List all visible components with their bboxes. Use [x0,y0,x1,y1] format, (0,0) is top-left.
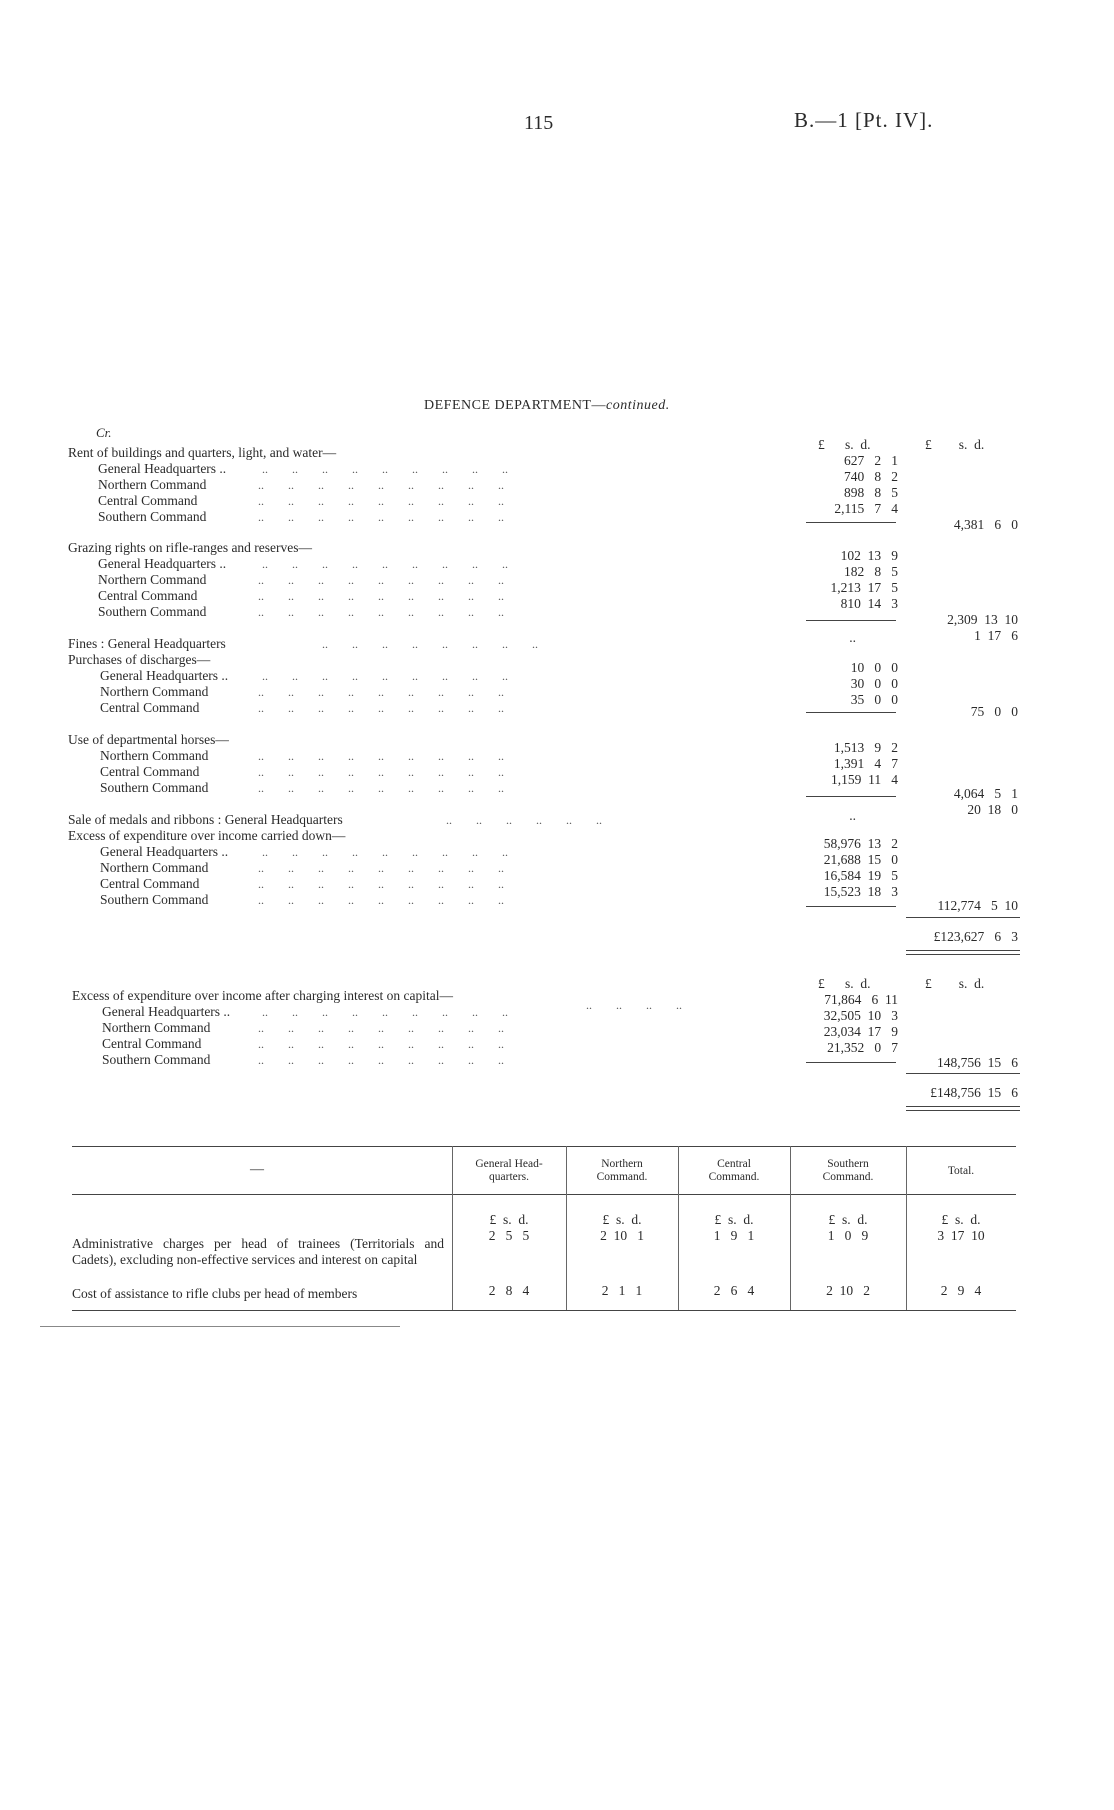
row-label: Northern Command [98,477,207,492]
subtotal-rule [806,712,896,713]
amount: 182 8 5 [844,564,898,579]
row-label: Northern Command [102,1020,211,1035]
col-head-left: £ s. d. [818,976,871,991]
row-label: Northern Command [100,860,209,875]
section-heading: Excess of expenditure over income carried down— [68,828,346,843]
table-bottom-rule [72,1310,1016,1311]
row-label: Central Command [100,700,200,715]
section-total: 20 18 0 [967,802,1018,817]
amount: 23,034 17 9 [823,1024,898,1039]
credit-side-label: Cr. [96,425,112,440]
row-label: Southern Command [100,780,209,795]
row-label: General Headquarters .. [98,556,227,571]
page-title-suffix: continued. [605,398,670,413]
amount: .. [849,808,856,823]
table-cell: 2 6 4 [713,1283,755,1298]
section-heading: Grazing rights on rifle-ranges and reserves— [68,540,313,555]
amount: 1,391 4 7 [833,756,898,771]
column-header: Central Command. [708,1158,760,1183]
amount: 102 13 9 [840,548,898,563]
section-total: 112,774 5 10 [937,898,1018,913]
amount: 30 0 0 [850,676,898,691]
unit-label: £ s. d. [602,1212,642,1227]
unit-label: £ s. d. [941,1212,981,1227]
table-cell: 2 1 1 [601,1283,643,1298]
page-title-main: DEFENCE DEPARTMENT— [424,398,606,413]
column-header: Total. [947,1165,975,1177]
section-heading: Use of departmental horses— [68,732,229,747]
subtotal-rule [806,522,896,523]
grand-total-double-rule [906,950,1020,955]
section-total: 75 0 0 [970,704,1018,719]
amount: 21,688 15 0 [823,852,898,867]
subtotal-rule [806,796,896,797]
row-label: Northern Command [98,572,207,587]
row-label: Administrative charges per head of trainees (Territorials and Cadets), excluding non-effective services and interest on capital [72,1236,444,1267]
col-head-right: £ s. d. [925,437,985,452]
row-label: General Headquarters .. [100,668,229,683]
amount: 627 2 1 [844,453,898,468]
row-label: Central Command [100,876,200,891]
section-total: 4,064 5 1 [953,786,1018,801]
row-label: Central Command [100,764,200,779]
table-header-rule [72,1194,1016,1195]
row-label: Central Command [98,588,198,603]
table-cell: 2 8 4 [488,1283,530,1298]
section-total: 1 17 6 [974,628,1018,643]
column-header: Southern Command. [822,1158,874,1183]
bottom-rule [40,1326,400,1327]
section-heading: Fines : General Headquarters [68,636,226,651]
section-heading: Sale of medals and ribbons : General Headquarters [68,812,343,827]
row-label: Southern Command [98,509,207,524]
amount: 21,352 0 7 [827,1040,898,1055]
interest-total: 148,756 15 6 [937,1055,1018,1070]
total-rule [906,1073,1020,1074]
unit-label: £ s. d. [828,1212,868,1227]
row-label: Southern Command [98,604,207,619]
row-label: Central Command [98,493,198,508]
interest-grand-total: £148,756 15 6 [930,1085,1018,1100]
row-label: General Headquarters .. [100,844,229,859]
amount: 16,584 19 5 [823,868,898,883]
subtotal-rule [806,1062,896,1063]
amount: 1,159 11 4 [831,772,898,787]
section-heading: Rent of buildings and quarters, light, and water— [68,445,337,460]
page-title [424,398,670,414]
table-cell: 2 5 5 [488,1228,530,1243]
total-rule [906,917,1020,918]
column-header: General Head- quarters. [475,1158,543,1183]
table-cell: 2 10 1 [600,1228,644,1243]
row-label: Southern Command [102,1052,211,1067]
amount: 740 8 2 [844,469,898,484]
row-label: General Headquarters .. [102,1004,231,1019]
section-total: 4,381 6 0 [953,517,1018,532]
page-number: 115 [524,112,554,134]
col-head-left: £ s. d. [818,437,871,452]
table-cell: 1 0 9 [827,1228,869,1243]
amount: .. [849,630,856,645]
section-total: 2,309 13 10 [947,612,1018,627]
table-cell: 2 9 4 [940,1283,982,1298]
column-header: Northern Command. [596,1158,648,1183]
amount: 1,513 9 2 [833,740,898,755]
page-reference: B.—1 [Pt. IV]. [794,108,934,132]
subtotal-rule [806,906,896,907]
row-label: Southern Command [100,892,209,907]
amount: 1,213 17 5 [830,580,898,595]
table-cell: 1 9 1 [713,1228,755,1243]
row-label: General Headquarters .. [98,461,227,476]
row-label: Central Command [102,1036,202,1051]
section-heading: Purchases of discharges— [68,652,211,667]
amount: 10 0 0 [850,660,898,675]
grand-total-double-rule [906,1106,1020,1111]
row-label: Northern Command [100,748,209,763]
amount: 898 8 5 [844,485,898,500]
amount: 810 14 3 [840,596,898,611]
amount: 58,976 13 2 [823,836,898,851]
row-label: Northern Command [100,684,209,699]
subtotal-rule [806,620,896,621]
col-head-right: £ s. d. [925,976,985,991]
table-cell: 2 10 2 [826,1283,870,1298]
amount: 32,505 10 3 [823,1008,898,1023]
grand-total: £123,627 6 3 [933,929,1018,944]
interest-heading: Excess of expenditure over income after charging interest on capital— [72,988,453,1003]
unit-label: £ s. d. [489,1212,529,1227]
stub-dash: — [250,1162,264,1177]
table-cell: 3 17 10 [937,1228,985,1243]
amount: 35 0 0 [850,692,898,707]
unit-label: £ s. d. [714,1212,754,1227]
amount: 15,523 18 3 [823,884,898,899]
row-label: Cost of assistance to rifle clubs per head of members [72,1286,358,1301]
table-top-rule [72,1146,1016,1147]
amount: 71,864 6 11 [824,992,898,1007]
amount: 2,115 7 4 [834,501,898,516]
